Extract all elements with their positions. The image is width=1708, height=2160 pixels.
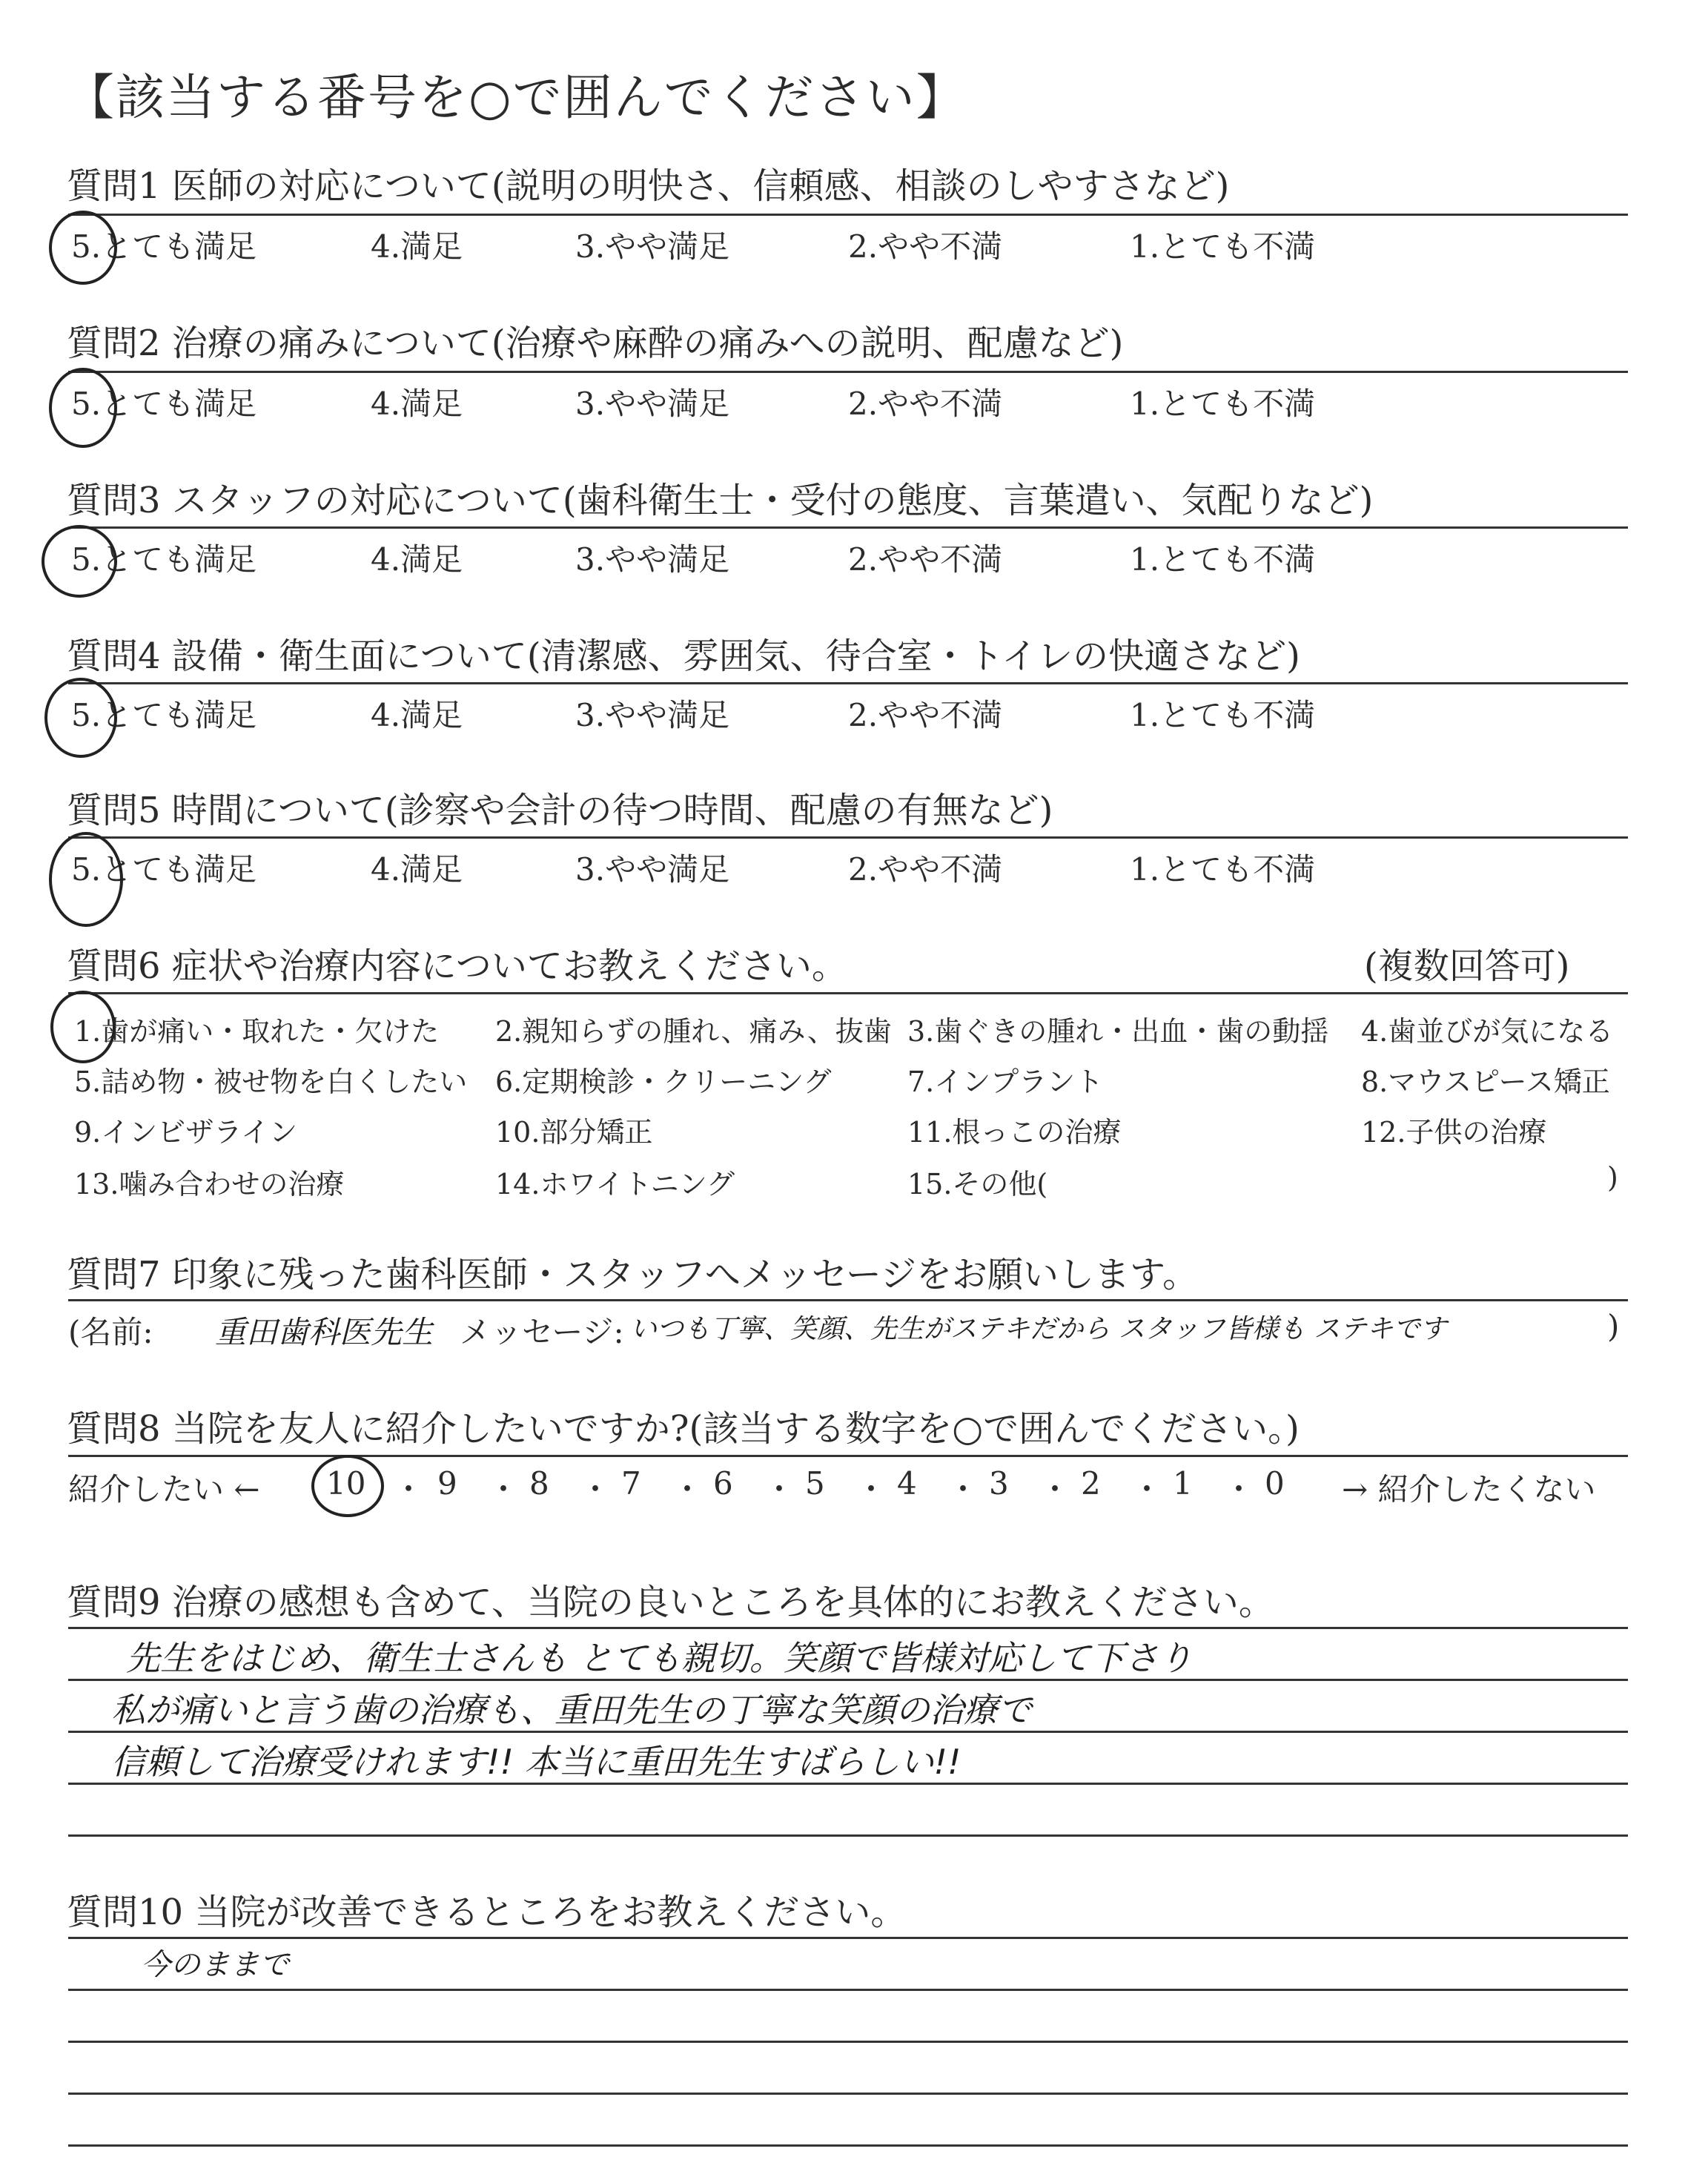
q5-option-3[interactable]: 3.やや満足 — [575, 851, 730, 888]
q10-line-5 — [68, 2144, 1628, 2147]
q8-scale-dot: ・ — [764, 1471, 795, 1507]
q4-option-1[interactable]: 1.とても不満 — [1130, 697, 1316, 733]
q6-option-4[interactable]: 4.歯並びが気になる — [1361, 1015, 1614, 1048]
question-10-label: 質問10 当院が改善できるところをお教えください。 — [67, 1892, 907, 1933]
form-title: 【該当する番号を○で囲んでください】 — [65, 69, 967, 126]
q4-option-3[interactable]: 3.やや満足 — [575, 697, 730, 733]
q1-option-5[interactable]: 5.とても満足 — [71, 228, 257, 265]
q9-answer-line-1[interactable]: 先生をはじめ、衛生士さんも とても親切。笑顔で皆様対応して下さり — [126, 1638, 1193, 1678]
question-7-label: 質問7 印象に残った歯科医師・スタッフへメッセージをお願いします。 — [67, 1254, 1199, 1295]
q2-option-1[interactable]: 1.とても不満 — [1130, 386, 1316, 422]
question-1-label: 質問1 医師の対応について(説明の明快さ、信頼感、相談のしやすさなど) — [67, 165, 1230, 207]
q6-option-15[interactable]: 15.その他( — [907, 1168, 1048, 1200]
question-8-rule — [68, 1455, 1628, 1457]
question-6-note: (複数回答可) — [1364, 945, 1570, 987]
q6-option-6[interactable]: 6.定期検診・クリーニング — [495, 1066, 832, 1098]
q8-scale-2[interactable]: 2 — [1081, 1465, 1101, 1502]
question-8-label: 質問8 当院を友人に紹介したいですか?(該当する数字を○で囲んでください。) — [67, 1408, 1300, 1450]
q6-option-13[interactable]: 13.噛み合わせの治療 — [74, 1168, 345, 1200]
q8-right-label: → 紹介したくない — [1342, 1471, 1596, 1507]
q2-option-4[interactable]: 4.満足 — [371, 386, 463, 422]
q4-option-4[interactable]: 4.満足 — [371, 697, 463, 733]
q1-option-3[interactable]: 3.やや満足 — [575, 228, 730, 265]
q6-option-5[interactable]: 5.詰め物・被せ物を白くしたい — [74, 1066, 468, 1098]
q8-scale-1[interactable]: 1 — [1173, 1465, 1193, 1502]
q6-option-12[interactable]: 12.子供の治療 — [1361, 1116, 1547, 1149]
q10-line-1 — [68, 1937, 1628, 1939]
q6-option-1[interactable]: 1.歯が痛い・取れた・欠けた — [74, 1015, 440, 1048]
q6-option-14[interactable]: 14.ホワイトニング — [495, 1168, 735, 1200]
q5-option-2[interactable]: 2.やや不満 — [848, 851, 1003, 888]
q8-scale-dot: ・ — [672, 1471, 704, 1507]
q6-other-close-paren: ) — [1607, 1161, 1618, 1194]
q8-scale-dot: ・ — [1039, 1471, 1071, 1507]
q8-scale-0[interactable]: 0 — [1265, 1465, 1285, 1502]
q2-option-5[interactable]: 5.とても満足 — [71, 386, 257, 422]
q10-line-4 — [68, 2093, 1628, 2095]
q8-scale-7[interactable]: 7 — [621, 1465, 641, 1502]
q3-option-2[interactable]: 2.やや不満 — [848, 541, 1003, 578]
q8-scale-6[interactable]: 6 — [713, 1465, 733, 1502]
question-9-label: 質問9 治療の感想も含めて、当院の良いところを具体的にお教えください。 — [67, 1582, 1274, 1623]
q6-option-9[interactable]: 9.インビザライン — [74, 1116, 298, 1149]
q1-selection-circle — [49, 211, 117, 285]
q8-left-label: 紹介したい ← — [68, 1471, 260, 1507]
q7-message-value[interactable]: いつも丁寧、笑顔、先生がステキだから スタッフ皆様も ステキです — [630, 1314, 1447, 1344]
q5-option-4[interactable]: 4.満足 — [371, 851, 463, 888]
q3-selection-circle — [42, 525, 117, 598]
q6-option-7[interactable]: 7.インプラント — [907, 1066, 1104, 1098]
q8-scale-dot: ・ — [580, 1471, 612, 1507]
q4-option-5[interactable]: 5.とても満足 — [71, 697, 257, 733]
q6-option-3[interactable]: 3.歯ぐきの腫れ・出血・歯の動揺 — [907, 1015, 1329, 1048]
q3-option-1[interactable]: 1.とても不満 — [1130, 541, 1316, 578]
q3-option-4[interactable]: 4.満足 — [371, 541, 463, 578]
question-2-rule — [68, 371, 1628, 373]
q9-line-1 — [68, 1627, 1628, 1629]
question-7-rule — [68, 1299, 1628, 1301]
q8-scale-dot: ・ — [393, 1471, 425, 1507]
q7-close-paren: ) — [1607, 1308, 1620, 1344]
q8-scale-dot: ・ — [947, 1471, 979, 1507]
q5-option-5[interactable]: 5.とても満足 — [71, 851, 257, 888]
q8-scale-10[interactable]: 10 — [326, 1465, 366, 1502]
q8-scale-8[interactable]: 8 — [529, 1465, 549, 1502]
q2-option-3[interactable]: 3.やや満足 — [575, 386, 730, 422]
q8-scale-dot: ・ — [1223, 1471, 1255, 1507]
q5-selection-circle — [49, 832, 123, 927]
q9-answer-line-3[interactable]: 信頼して治療受けれます!! 本当に重田先生すばらしい!! — [111, 1742, 961, 1782]
q3-option-5[interactable]: 5.とても満足 — [71, 541, 257, 578]
q1-option-4[interactable]: 4.満足 — [371, 228, 463, 265]
q8-selection-circle — [311, 1455, 384, 1517]
question-5-rule — [68, 836, 1628, 839]
q6-option-10[interactable]: 10.部分矯正 — [495, 1116, 653, 1149]
question-3-rule — [68, 526, 1628, 529]
question-4-label: 質問4 設備・衛生面について(清潔感、雰囲気、待合室・トイレの快適さなど) — [67, 635, 1300, 677]
q8-scale-dot: ・ — [1131, 1471, 1163, 1507]
q1-option-1[interactable]: 1.とても不満 — [1130, 228, 1316, 265]
question-6-rule — [68, 992, 1628, 994]
q10-line-2 — [68, 1989, 1628, 1991]
q6-option-8[interactable]: 8.マウスピース矯正 — [1361, 1066, 1610, 1098]
q9-answer-line-2[interactable]: 私が痛いと言う歯の治療も、重田先生の丁寧な笑顔の治療で — [111, 1690, 1032, 1730]
q7-message-label: メッセージ: — [460, 1314, 624, 1350]
question-4-rule — [68, 682, 1628, 684]
q7-name-label: (名前: — [68, 1314, 153, 1350]
q8-scale-5[interactable]: 5 — [805, 1465, 825, 1502]
q6-option-2[interactable]: 2.親知らずの腫れ、痛み、抜歯 — [495, 1015, 892, 1048]
q10-line-3 — [68, 2041, 1628, 2043]
q8-scale-9[interactable]: 9 — [437, 1465, 457, 1502]
q2-selection-circle — [49, 368, 117, 448]
question-5-label: 質問5 時間について(診察や会計の待つ時間、配慮の有無など) — [67, 790, 1053, 831]
question-2-label: 質問2 治療の痛みについて(治療や麻酔の痛みへの説明、配慮など) — [67, 323, 1124, 364]
q3-option-3[interactable]: 3.やや満足 — [575, 541, 730, 578]
q8-scale-3[interactable]: 3 — [989, 1465, 1009, 1502]
q1-option-2[interactable]: 2.やや不満 — [848, 228, 1003, 265]
q7-name-value[interactable]: 重田歯科医先生 — [215, 1314, 434, 1350]
q6-option-11[interactable]: 11.根っこの治療 — [907, 1116, 1122, 1149]
q6-selection-circle — [50, 991, 116, 1063]
q4-option-2[interactable]: 2.やや不満 — [848, 697, 1003, 733]
question-1-rule — [68, 214, 1628, 216]
q9-line-5 — [68, 1834, 1628, 1837]
q5-option-1[interactable]: 1.とても不満 — [1130, 851, 1316, 888]
q8-scale-dot: ・ — [855, 1471, 887, 1507]
q2-option-2[interactable]: 2.やや不満 — [848, 386, 1003, 422]
q8-scale-dot: ・ — [488, 1471, 520, 1507]
q4-selection-circle — [44, 678, 117, 758]
q8-scale-4[interactable]: 4 — [897, 1465, 917, 1502]
question-6-label: 質問6 症状や治療内容についてお教えください。 — [67, 945, 847, 987]
question-3-label: 質問3 スタッフの対応について(歯科衛生士・受付の態度、言葉遣い、気配りなど) — [67, 480, 1374, 521]
q10-answer-line-1[interactable]: 今のままで — [141, 1948, 289, 1982]
